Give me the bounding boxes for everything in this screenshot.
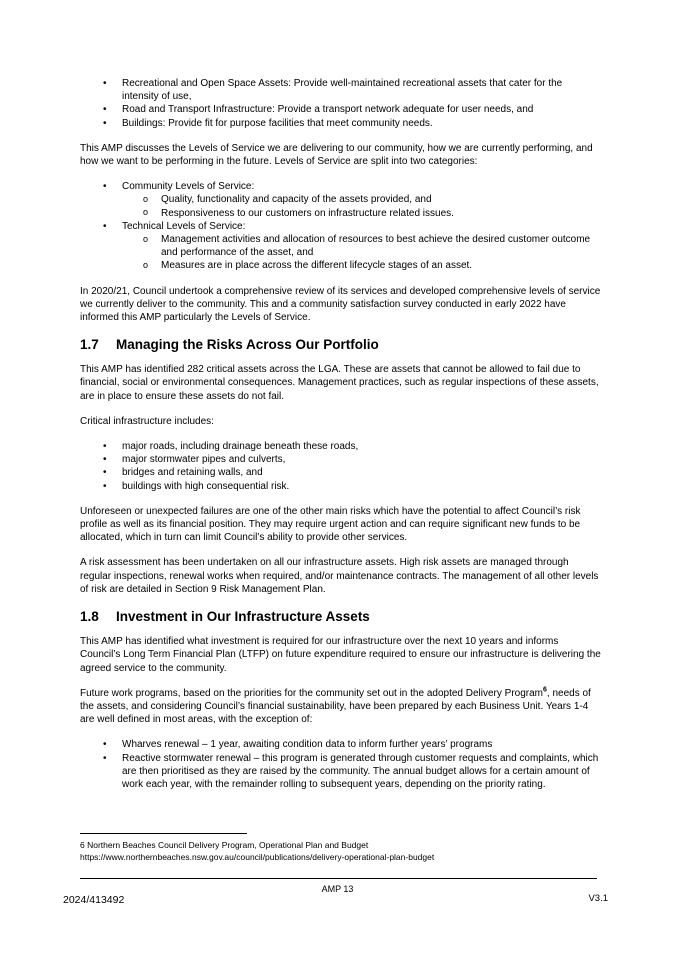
list-item-label: Community Levels of Service:	[122, 181, 255, 193]
section-number: 1.8	[80, 609, 99, 625]
page-content	[80, 77, 601, 803]
list-item: • Buildings: Provide fit for purpose facilities that meet community needs.	[80, 117, 601, 130]
list-item: • Road and Transport Infrastructure: Provide a transport network adequate for user needs, and	[80, 103, 601, 116]
section-heading-1-7	[80, 336, 601, 353]
list-item: • Reactive stormwater renewal – this program is generated through customer requests and complaints, which are then prioritised as they are raised by the community. The annual budget allows for a certain amount of work each year, with the remainder rolling to subsequent years, depending on the priority rating.	[80, 752, 601, 792]
list-item: • major stormwater pipes and culverts,	[80, 453, 601, 466]
paragraph-risk-assessment: A risk assessment has been undertaken on all our infrastructure assets. High risk assets are managed through regular inspections, renewal works when required, and/or maintenance contracts. The management of all other levels of risk are detailed in Section 9 Risk Management Plan.	[80, 557, 599, 595]
paragraph-investment: This AMP has identified what investment is required for our infrastructure over the next 10 years and informs Council’s Long Term Financial Plan (LTFP) on future expenditure required to ensure our infrastructure is delivering the agreed service to the community.	[80, 636, 601, 674]
levels-of-service-list	[80, 180, 601, 272]
paragraph-text: Future work programs, based on the priorities for the community set out in the adopted Delivery Program	[80, 687, 543, 699]
paragraph-unforeseen: Unforeseen or unexpected failures are one of the other main risks which have the potential to affect Council’s risk profile as well as its financial position. They may require urgent action and can require significant new funds to be allocated, which in turn can limit Council’s ability to provide other services.	[80, 505, 581, 544]
list-item	[80, 180, 601, 220]
footer-divider	[80, 878, 597, 879]
list-item: • bridges and retaining walls, and	[80, 466, 601, 479]
footnote-text: 6 Northern Beaches Council Delivery Program, Operational Plan and Budget	[80, 840, 369, 850]
footnote	[80, 840, 620, 863]
intro-bullet-list	[80, 77, 601, 130]
list-item: • major roads, including drainage beneath these roads,	[80, 440, 601, 453]
list-item: • Recreational and Open Space Assets: Provide well-maintained recreational assets that cater for the intensity of use,	[80, 77, 601, 103]
paragraph-text: , needs of the assets, and considering Council’s financial sustainability, have been prepared by each Business Unit. Years 1-4 are well defined in most areas, with the exception of:	[80, 687, 591, 726]
doc-number: 2024/413492	[63, 894, 125, 906]
paragraph-review: In 2020/21, Council undertook a comprehensive review of its services and developed comprehensive levels of service we currently deliver to the community. This and a community satisfaction survey conducted in early 2022 have informed this AMP particularly the Levels of Service.	[80, 285, 601, 324]
sub-bullet-list	[122, 233, 601, 273]
paragraph-critical-includes: Critical infrastructure includes:	[80, 415, 214, 427]
footnote-url: https://www.northernbeaches.nsw.gov.au/council/publications/delivery-operational-plan-budget	[80, 851, 435, 862]
version-label: V3.1	[588, 893, 608, 904]
list-item: o Responsiveness to our customers on infrastructure related issues.	[80, 207, 601, 220]
section-number: 1.7	[80, 337, 99, 353]
list-item-label: Technical Levels of Service:	[122, 220, 246, 232]
section-title: Managing the Risks Across Our Portfolio	[116, 337, 379, 353]
paragraph-critical-assets: This AMP has identified 282 critical assets across the LGA. These are assets that cannot be allowed to fail due to financial, social or environmental consequences. Management practices, such as regular inspections of these assets, are in place to ensure these assets do not fail.	[80, 364, 599, 402]
page-number-label: AMP 13	[321, 884, 354, 894]
list-item	[80, 220, 601, 273]
critical-infrastructure-list	[80, 440, 601, 493]
sub-bullet-list	[122, 193, 601, 219]
exception-bullet-list	[80, 738, 601, 791]
paragraph-levels-of-service: This AMP discusses the Levels of Service we are delivering to our community, how we are currently performing, and how we want to be performing in the future. Levels of Service are split into two categories:	[80, 142, 593, 168]
section-title: Investment in Our Infrastructure Assets	[116, 609, 370, 625]
paragraph-future-programs	[80, 687, 601, 727]
list-item: • buildings with high consequential risk.	[80, 480, 601, 493]
list-item: o Measures are in place across the different lifecycle stages of an asset.	[80, 259, 601, 272]
footnote-divider	[80, 833, 247, 834]
list-item: • Wharves renewal – 1 year, awaiting condition data to inform further years’ programs	[80, 738, 601, 751]
section-heading-1-8	[80, 608, 601, 625]
list-item: o Quality, functionality and capacity of the assets provided, and	[80, 193, 601, 206]
footnote-reference: 6	[543, 686, 547, 694]
list-item: o Management activities and allocation of resources to best achieve the desired customer outcome and performance of the asset, and	[80, 233, 601, 259]
